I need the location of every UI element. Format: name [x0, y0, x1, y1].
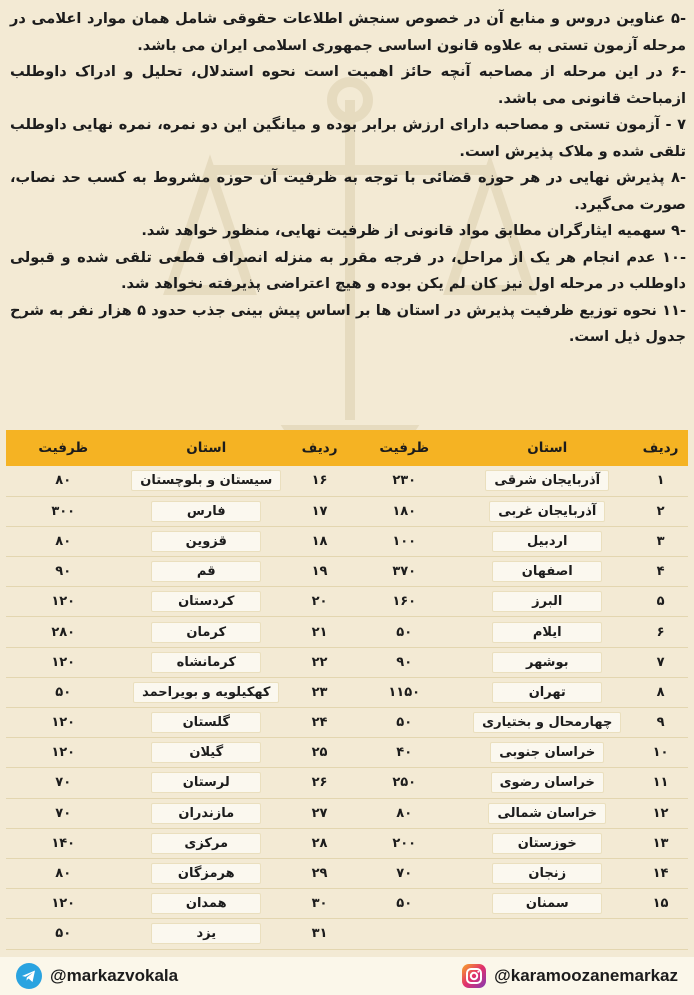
- capacity-value: ۵۰: [6, 919, 120, 949]
- province-label: بوشهر: [492, 652, 602, 673]
- province-label: آذربایجان غربی: [489, 501, 605, 522]
- capacity-value: ۲۳۰: [347, 466, 461, 496]
- province-name: [120, 858, 292, 888]
- province-label: البرز: [492, 591, 602, 612]
- province-label: مرکزی: [151, 833, 261, 854]
- province-label: چهارمحال و بختیاری: [473, 712, 621, 733]
- row-number: ۲۷: [292, 798, 347, 828]
- capacity-value: ۱۲۰: [6, 587, 120, 617]
- province-name: [120, 647, 292, 677]
- province-label: کهکیلویه و بویراحمد: [133, 682, 279, 703]
- table-row: [6, 858, 688, 888]
- paragraph-8: -۸ پذیرش نهایی در هر حوزه قضائی با توجه به ظرفیت آن حوزه مشروط به کسب حد نصاب، صورت می‌گیرد.: [10, 169, 686, 213]
- province-label: کردستان: [151, 591, 261, 612]
- capacity-value: ۲۸۰: [6, 617, 120, 647]
- capacity-value: ۷۰: [6, 768, 120, 798]
- header-row-number: ردیف: [292, 430, 347, 466]
- capacity-value: ۷۰: [347, 858, 461, 888]
- instagram-icon: [462, 964, 486, 988]
- province-name: [461, 496, 633, 526]
- province-name: [461, 526, 633, 556]
- province-name: [120, 466, 292, 496]
- province-name: [461, 677, 633, 707]
- paragraph-7: ۷ - آزمون تستی و مصاحبه دارای ارزش برابر بوده و میانگین این دو نمره، نمره نهایی داوطلب تلقی شده و ملاک پذیرش است.: [10, 116, 686, 160]
- province-name: [461, 647, 633, 677]
- row-number: ۳۰: [292, 889, 347, 919]
- table-row: [6, 919, 688, 949]
- capacity-value: ۹۰: [347, 647, 461, 677]
- row-number: [633, 919, 688, 949]
- province-name: [120, 889, 292, 919]
- row-number: ۸: [633, 677, 688, 707]
- row-number: ۶: [633, 617, 688, 647]
- province-label: مازندران: [151, 803, 261, 824]
- capacity-table: [6, 430, 688, 950]
- header-row-number: ردیف: [633, 430, 688, 466]
- province-label: سمنان: [492, 893, 602, 914]
- footer-bar: [0, 957, 694, 995]
- table-row: [6, 466, 688, 496]
- province-label: زنجان: [492, 863, 602, 884]
- capacity-value: ۱۶۰: [347, 587, 461, 617]
- row-number: ۱۶: [292, 466, 347, 496]
- instagram-account[interactable]: [462, 964, 678, 988]
- row-number: ۱۱: [633, 768, 688, 798]
- table-row: [6, 708, 688, 738]
- capacity-value: ۱۴۰: [6, 828, 120, 858]
- province-name: [120, 798, 292, 828]
- province-label: یزد: [151, 923, 261, 944]
- capacity-value: ۵۰: [6, 677, 120, 707]
- province-label: گیلان: [151, 742, 261, 763]
- capacity-value: ۲۵۰: [347, 768, 461, 798]
- table-row: [6, 677, 688, 707]
- province-label: همدان: [151, 893, 261, 914]
- province-label: هرمزگان: [151, 863, 261, 884]
- capacity-value: ۱۲۰: [6, 647, 120, 677]
- telegram-handle: @markazvokala: [50, 966, 179, 985]
- table-row: [6, 526, 688, 556]
- province-label: اصفهان: [492, 561, 602, 582]
- province-label: کرمان: [151, 622, 261, 643]
- province-name: [461, 617, 633, 647]
- row-number: ۴: [633, 557, 688, 587]
- capacity-value: ۱۲۰: [6, 738, 120, 768]
- capacity-value: ۸۰: [6, 526, 120, 556]
- row-number: ۱۷: [292, 496, 347, 526]
- header-capacity: ظرفیت: [347, 430, 461, 466]
- row-number: ۱۸: [292, 526, 347, 556]
- province-name: [120, 919, 292, 949]
- province-label: سیستان و بلوچستان: [131, 470, 281, 491]
- row-number: ۲۴: [292, 708, 347, 738]
- capacity-value: ۵۰: [347, 617, 461, 647]
- table-row: [6, 557, 688, 587]
- province-name: [120, 708, 292, 738]
- row-number: ۲۵: [292, 738, 347, 768]
- province-name: [461, 708, 633, 738]
- row-number: ۲۲: [292, 647, 347, 677]
- province-label: تهران: [492, 682, 602, 703]
- capacity-value: ۳۰۰: [6, 496, 120, 526]
- province-name: [461, 466, 633, 496]
- row-number: ۲۱: [292, 617, 347, 647]
- province-name: [120, 677, 292, 707]
- paragraph-10: -۱۰ عدم انجام هر یک از مراحل، در فرجه مقرر به منزله انصراف قطعی تلقی شده و قبولی داوطلب در مرحله اول نیز کان لم یکن بوده و هیچ اعتراضی پذیرفته نخواهد شد.: [10, 248, 686, 292]
- conditions-text: [10, 6, 686, 351]
- capacity-value: ۲۰۰: [347, 828, 461, 858]
- province-name: [120, 557, 292, 587]
- province-label: خراسان رضوی: [491, 772, 604, 793]
- province-name: [120, 617, 292, 647]
- province-name: [461, 858, 633, 888]
- table-row: [6, 889, 688, 919]
- capacity-value: ۸۰: [6, 858, 120, 888]
- row-number: ۱: [633, 466, 688, 496]
- table-row: [6, 647, 688, 677]
- header-province: استان: [461, 430, 633, 466]
- province-label: آذربایجان شرقی: [485, 470, 609, 491]
- row-number: ۱۹: [292, 557, 347, 587]
- capacity-value: ۱۱۵۰: [347, 677, 461, 707]
- row-number: ۲۰: [292, 587, 347, 617]
- province-name: [120, 526, 292, 556]
- table-row: [6, 768, 688, 798]
- capacity-value: ۱۲۰: [6, 708, 120, 738]
- province-name: [120, 828, 292, 858]
- province-label: خوزستان: [492, 833, 602, 854]
- province-name: [461, 919, 633, 949]
- row-number: ۲: [633, 496, 688, 526]
- capacity-value: ۴۰: [347, 738, 461, 768]
- province-label: قم: [151, 561, 261, 582]
- province-name: [461, 828, 633, 858]
- capacity-value: ۱۲۰: [6, 889, 120, 919]
- row-number: ۱۰: [633, 738, 688, 768]
- telegram-account[interactable]: [16, 963, 178, 989]
- row-number: ۷: [633, 647, 688, 677]
- table-row: [6, 617, 688, 647]
- province-label: قزوین: [151, 531, 261, 552]
- capacity-value: [347, 919, 461, 949]
- province-name: [461, 768, 633, 798]
- province-label: خراسان شمالی: [488, 803, 606, 824]
- table-row: [6, 738, 688, 768]
- province-name: [120, 496, 292, 526]
- province-label: فارس: [151, 501, 261, 522]
- header-capacity: ظرفیت: [6, 430, 120, 466]
- province-label: کرمانشاه: [151, 652, 261, 673]
- instagram-handle: @karamoozanemarkaz: [494, 966, 678, 985]
- capacity-value: ۱۸۰: [347, 496, 461, 526]
- row-number: ۲۸: [292, 828, 347, 858]
- province-name: [461, 798, 633, 828]
- table-row: [6, 798, 688, 828]
- province-label: اردبیل: [492, 531, 602, 552]
- row-number: ۲۶: [292, 768, 347, 798]
- capacity-value: ۸۰: [347, 798, 461, 828]
- province-name: [461, 738, 633, 768]
- table-row: [6, 496, 688, 526]
- province-name: [461, 557, 633, 587]
- capacity-value: ۵۰: [347, 889, 461, 919]
- telegram-icon: [16, 963, 42, 989]
- province-name: [461, 889, 633, 919]
- province-label: ایلام: [492, 622, 602, 643]
- province-name: [120, 768, 292, 798]
- province-label: گلستان: [151, 712, 261, 733]
- row-number: ۱۳: [633, 828, 688, 858]
- capacity-value: ۸۰: [6, 466, 120, 496]
- row-number: ۱۴: [633, 858, 688, 888]
- province-label: خراسان جنوبی: [490, 742, 604, 763]
- paragraph-9: -۹ سهمیه ایثارگران مطابق مواد قانونی از ظرفیت نهایی، منظور خواهد شد.: [141, 222, 686, 239]
- row-number: ۲۹: [292, 858, 347, 888]
- table-header-row: [6, 430, 688, 466]
- paragraph-6: -۶ در این مرحله از مصاحبه آنچه حائز اهمیت است نحوه استدلال، تحلیل و ادراک داوطلب ازمباحث قانونی می باشد.: [10, 63, 686, 107]
- row-number: ۳۱: [292, 919, 347, 949]
- capacity-value: ۵۰: [347, 708, 461, 738]
- province-name: [120, 738, 292, 768]
- province-name: [120, 587, 292, 617]
- capacity-value: ۹۰: [6, 557, 120, 587]
- row-number: ۳: [633, 526, 688, 556]
- capacity-value: ۷۰: [6, 798, 120, 828]
- row-number: ۱۵: [633, 889, 688, 919]
- header-province: استان: [120, 430, 292, 466]
- row-number: ۵: [633, 587, 688, 617]
- province-label: لرستان: [151, 772, 261, 793]
- row-number: ۹: [633, 708, 688, 738]
- row-number: ۲۳: [292, 677, 347, 707]
- capacity-value: ۱۰۰: [347, 526, 461, 556]
- capacity-value: ۳۷۰: [347, 557, 461, 587]
- row-number: ۱۲: [633, 798, 688, 828]
- paragraph-5: -۵ عناوین دروس و منابع آن در خصوص سنجش اطلاعات حقوقی شامل همان موارد اعلامی در مرحله آزمون تستی به علاوه قانون اساسی جمهوری اسلامی ایران می باشد.: [10, 10, 686, 54]
- table-row: [6, 587, 688, 617]
- table-row: [6, 828, 688, 858]
- province-name: [461, 587, 633, 617]
- paragraph-11: -۱۱ نحوه توزیع ظرفیت پذیرش در استان ها بر اساس پیش بینی جذب حدود ۵ هزار نفر به شرح جدول ذیل است.: [10, 301, 686, 345]
